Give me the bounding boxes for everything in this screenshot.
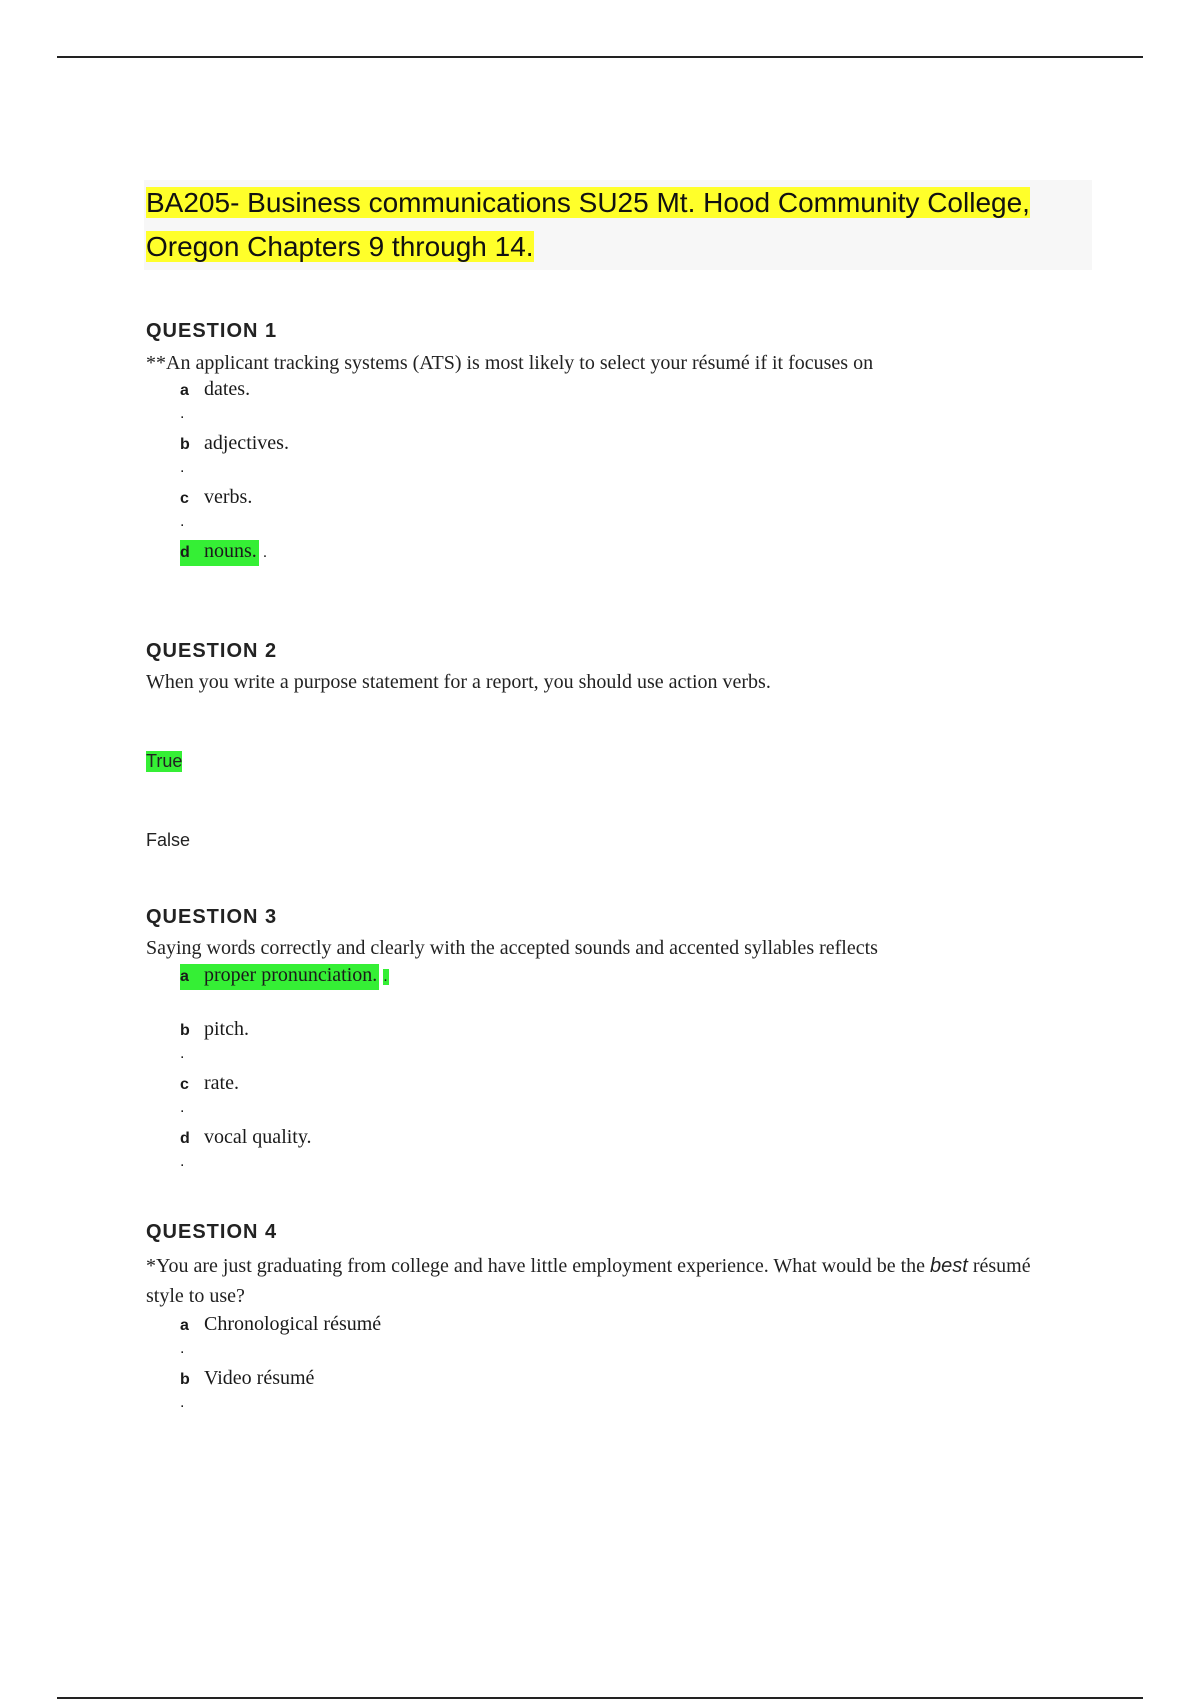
option-letter: c xyxy=(180,490,189,507)
option-dot: . xyxy=(262,544,268,561)
option-letter: a xyxy=(180,382,189,399)
question-1-option-b[interactable] xyxy=(180,432,289,486)
option-dot: . xyxy=(180,1099,185,1116)
document-title: BA205- Business communications SU25 Mt. Hood Community College, Oregon Chapters 9 through 14. xyxy=(146,187,1030,262)
question-1-heading: QUESTION 1 xyxy=(146,320,278,342)
option-text: Video résumé xyxy=(204,1367,315,1389)
top-rule xyxy=(57,56,1143,58)
option-dot: . xyxy=(180,513,185,530)
option-dot: . xyxy=(180,1340,185,1357)
option-text: vocal quality. xyxy=(204,1126,312,1148)
option-letter: a xyxy=(180,968,189,985)
option-letter: b xyxy=(180,1371,190,1388)
option-text: nouns. xyxy=(204,540,257,562)
question-3-option-d[interactable] xyxy=(180,1126,312,1180)
question-3-heading: QUESTION 3 xyxy=(146,906,278,928)
question-2-choice-true-correct[interactable]: True xyxy=(146,751,183,771)
option-dot: . xyxy=(180,1045,185,1062)
option-dot: . xyxy=(180,459,185,476)
option-text: adjectives. xyxy=(204,432,289,454)
option-letter: b xyxy=(180,1022,190,1039)
question-1-text: **An applicant tracking systems (ATS) is most likely to select your résumé if it focuses on xyxy=(146,352,874,374)
question-3-option-b[interactable] xyxy=(180,1018,249,1072)
option-letter: a xyxy=(180,1317,189,1334)
question-2-heading: QUESTION 2 xyxy=(146,640,278,662)
question-3-option-a-correct[interactable] xyxy=(180,964,389,1018)
option-letter: d xyxy=(180,1130,190,1147)
option-text: verbs. xyxy=(204,486,253,508)
option-letter: d xyxy=(180,544,190,561)
option-dot: . xyxy=(180,1394,185,1411)
question-3-option-c[interactable] xyxy=(180,1072,239,1126)
option-text: rate. xyxy=(204,1072,239,1094)
option-letter: c xyxy=(180,1076,189,1093)
question-3-text: Saying words correctly and clearly with the accepted sounds and accented syllables reflects xyxy=(146,937,878,959)
option-text: dates. xyxy=(204,378,251,400)
question-4-text-start: *You are just graduating from college and have little employment experience. What would be the xyxy=(146,1255,931,1277)
option-text: pitch. xyxy=(204,1018,249,1040)
bottom-rule xyxy=(57,1697,1143,1699)
question-4-text-emphasis: best xyxy=(930,1255,968,1277)
question-4-text-end: résumé style to use? xyxy=(146,1255,1031,1307)
question-2-choice-false[interactable]: False xyxy=(146,830,191,850)
question-4-option-a[interactable] xyxy=(180,1313,381,1367)
question-4-text xyxy=(146,1251,1066,1311)
option-dot: . xyxy=(180,1153,185,1170)
option-text: Chronological résumé xyxy=(204,1313,382,1335)
option-dot: . xyxy=(180,405,185,422)
question-1-option-d-correct[interactable] xyxy=(180,540,269,594)
option-letter: b xyxy=(180,436,190,453)
option-text: proper pronunciation. xyxy=(204,964,378,986)
question-1-option-a[interactable] xyxy=(180,378,250,432)
question-4-heading: QUESTION 4 xyxy=(146,1221,278,1243)
question-2-text: When you write a purpose statement for a report, you should use action verbs. xyxy=(146,671,771,693)
option-dot: . xyxy=(383,968,388,985)
question-1-option-c[interactable] xyxy=(180,486,252,540)
question-4-option-b[interactable] xyxy=(180,1367,314,1421)
